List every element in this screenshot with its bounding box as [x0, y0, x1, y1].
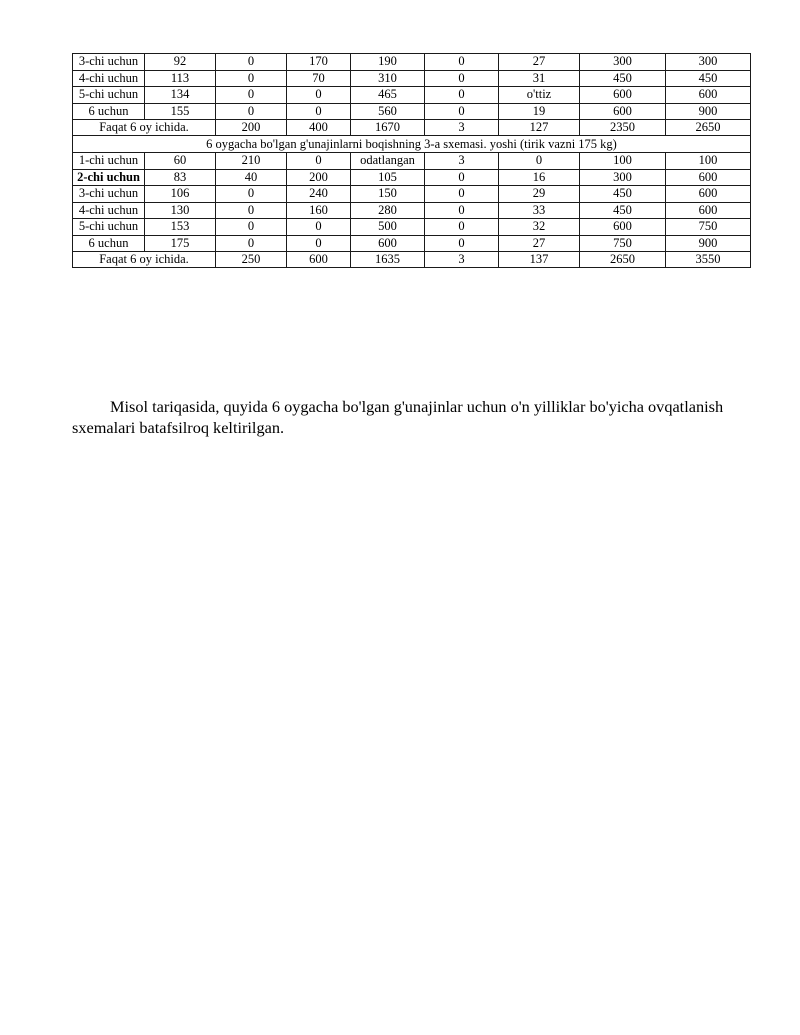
value-cell: 600 [580, 103, 666, 120]
row-label-cell: 5-chi uchun [73, 219, 145, 236]
value-cell: 3 [425, 153, 499, 170]
value-cell: 105 [351, 169, 425, 186]
value-cell: 0 [216, 186, 287, 203]
value-cell: odatlangan [351, 153, 425, 170]
value-cell: 600 [351, 235, 425, 252]
section-title-row [73, 136, 751, 153]
value-cell: 600 [580, 219, 666, 236]
value-cell: 0 [216, 70, 287, 87]
value-cell: 0 [425, 169, 499, 186]
value-cell: 600 [666, 87, 751, 104]
value-cell: 0 [216, 219, 287, 236]
value-cell: 83 [145, 169, 216, 186]
table-body [73, 54, 751, 268]
row-label-cell: 5-chi uchun [73, 87, 145, 104]
value-cell: 900 [666, 235, 751, 252]
value-cell: 0 [216, 103, 287, 120]
value-cell: 170 [287, 54, 351, 71]
value-cell: 0 [287, 153, 351, 170]
value-cell: 600 [580, 87, 666, 104]
total-label-cell: Faqat 6 oy ichida. [73, 120, 216, 136]
value-cell: 0 [287, 219, 351, 236]
total-row [73, 120, 751, 136]
total-value-cell: 200 [216, 120, 287, 136]
value-cell: 150 [351, 186, 425, 203]
value-cell: 100 [666, 153, 751, 170]
body-paragraph: Misol tariqasida, quyida 6 oygacha bo'lgan g'unajinlar uchun o'n yilliklar bo'yicha ovqatlanish sxemalari batafsilroq keltirilgan. [72, 397, 724, 437]
value-cell: o'ttiz [499, 87, 580, 104]
value-cell: 0 [216, 235, 287, 252]
value-cell: 0 [287, 103, 351, 120]
total-value-cell: 250 [216, 252, 287, 268]
value-cell: 560 [351, 103, 425, 120]
row-label-cell: 3-chi uchun [73, 54, 145, 71]
value-cell: 0 [425, 219, 499, 236]
value-cell: 200 [287, 169, 351, 186]
value-cell: 153 [145, 219, 216, 236]
value-cell: 900 [666, 103, 751, 120]
total-value-cell: 400 [287, 120, 351, 136]
value-cell: 27 [499, 235, 580, 252]
value-cell: 92 [145, 54, 216, 71]
value-cell: 16 [499, 169, 580, 186]
value-cell: 134 [145, 87, 216, 104]
total-value-cell: 3 [425, 252, 499, 268]
value-cell: 600 [666, 186, 751, 203]
row-label-cell: 6 uchun [73, 103, 145, 120]
value-cell: 190 [351, 54, 425, 71]
value-cell: 27 [499, 54, 580, 71]
value-cell: 300 [580, 169, 666, 186]
table-row [73, 219, 751, 236]
value-cell: 160 [287, 202, 351, 219]
value-cell: 130 [145, 202, 216, 219]
value-cell: 300 [580, 54, 666, 71]
value-cell: 450 [580, 202, 666, 219]
row-label-cell: 1-chi uchun [73, 153, 145, 170]
table-row [73, 153, 751, 170]
total-value-cell: 2650 [666, 120, 751, 136]
row-label-cell: 4-chi uchun [73, 70, 145, 87]
value-cell: 0 [425, 103, 499, 120]
value-cell: 600 [666, 202, 751, 219]
table-row [73, 202, 751, 219]
value-cell: 32 [499, 219, 580, 236]
value-cell: 106 [145, 186, 216, 203]
value-cell: 0 [425, 235, 499, 252]
value-cell: 500 [351, 219, 425, 236]
table-row [73, 54, 751, 71]
value-cell: 0 [216, 202, 287, 219]
value-cell: 450 [666, 70, 751, 87]
total-value-cell: 1670 [351, 120, 425, 136]
table-row [73, 103, 751, 120]
value-cell: 0 [216, 87, 287, 104]
value-cell: 450 [580, 186, 666, 203]
section-title-cell: 6 oygacha bo'lgan g'unajinlarni boqishning 3-a sxemasi. yoshi (tirik vazni 175 kg) [73, 136, 751, 153]
value-cell: 300 [666, 54, 751, 71]
value-cell: 100 [580, 153, 666, 170]
value-cell: 0 [216, 54, 287, 71]
value-cell: 0 [425, 87, 499, 104]
total-value-cell: 3550 [666, 252, 751, 268]
value-cell: 600 [666, 169, 751, 186]
table-row [73, 169, 751, 186]
value-cell: 210 [216, 153, 287, 170]
total-value-cell: 2350 [580, 120, 666, 136]
total-value-cell: 127 [499, 120, 580, 136]
value-cell: 310 [351, 70, 425, 87]
value-cell: 0 [425, 70, 499, 87]
total-value-cell: 137 [499, 252, 580, 268]
total-value-cell: 3 [425, 120, 499, 136]
row-label-cell: 4-chi uchun [73, 202, 145, 219]
value-cell: 40 [216, 169, 287, 186]
row-label-cell: 6 uchun [73, 235, 145, 252]
value-cell: 0 [425, 54, 499, 71]
total-value-cell: 600 [287, 252, 351, 268]
value-cell: 0 [287, 235, 351, 252]
row-label-cell: 3-chi uchun [73, 186, 145, 203]
value-cell: 240 [287, 186, 351, 203]
total-value-cell: 2650 [580, 252, 666, 268]
value-cell: 750 [666, 219, 751, 236]
value-cell: 465 [351, 87, 425, 104]
value-cell: 280 [351, 202, 425, 219]
value-cell: 31 [499, 70, 580, 87]
value-cell: 29 [499, 186, 580, 203]
value-cell: 175 [145, 235, 216, 252]
value-cell: 33 [499, 202, 580, 219]
total-label-cell: Faqat 6 oy ichida. [73, 252, 216, 268]
value-cell: 0 [425, 186, 499, 203]
value-cell: 113 [145, 70, 216, 87]
row-label-cell: 2-chi uchun [73, 169, 145, 186]
value-cell: 0 [425, 202, 499, 219]
value-cell: 0 [499, 153, 580, 170]
feeding-scheme-table [72, 53, 751, 268]
value-cell: 155 [145, 103, 216, 120]
value-cell: 60 [145, 153, 216, 170]
value-cell: 0 [287, 87, 351, 104]
value-cell: 750 [580, 235, 666, 252]
value-cell: 70 [287, 70, 351, 87]
value-cell: 19 [499, 103, 580, 120]
table-row [73, 87, 751, 104]
value-cell: 450 [580, 70, 666, 87]
total-row [73, 252, 751, 268]
table-row [73, 235, 751, 252]
table-row [73, 70, 751, 87]
table-row [73, 186, 751, 203]
total-value-cell: 1635 [351, 252, 425, 268]
